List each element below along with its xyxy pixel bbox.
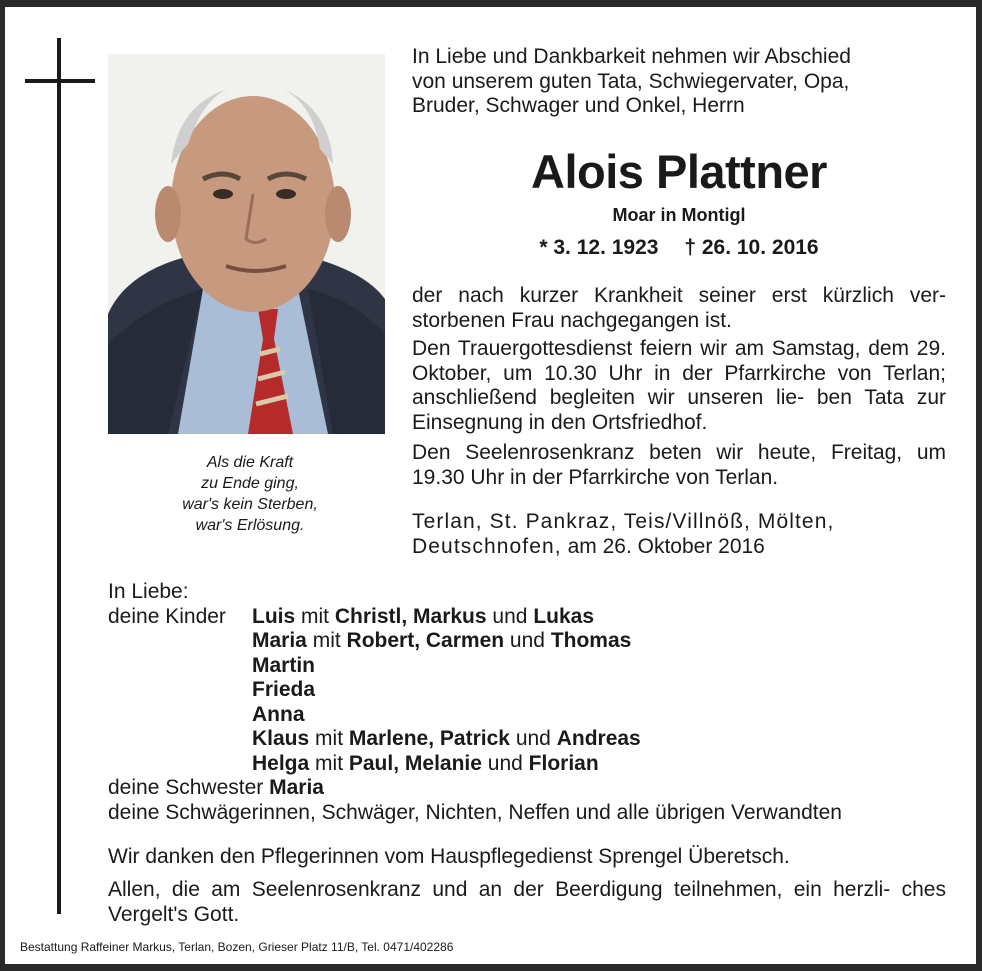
intro-line-3: Bruder, Schwager und Onkel, Herrn [412,94,745,117]
thanks-attendees: Allen, die am Seelenrosenkranz und an der Beerdigung teilnehmen, ein herzli- ches Vergelt's Gott. [108,878,946,926]
death-date: † 26. 10. 2016 [684,236,819,259]
cross-icon [57,38,61,914]
in-liebe-label: In Liebe: [108,580,189,603]
family-row: Maria mit Robert, Carmen und Thomas [252,629,632,652]
sister-row: deine Schwester Maria [108,776,324,799]
family-row: Martin [252,653,315,677]
deceased-name: Alois Plattner [531,145,827,198]
deceased-subtitle: Moar in Montigl [612,205,746,225]
intro-line-1: In Liebe und Dankbarkeit nehmen wir Abschied [412,45,851,68]
intro-line-2: von unserem guten Tata, Schwiegervater, Opa, [412,69,850,93]
family-row: Helga mit Paul, Melanie und Florian [252,751,599,775]
kinder-label: deine Kinder [108,604,226,628]
family-row: Luis mit Christl, Markus und Lukas [252,604,595,628]
cross-bar [25,79,95,83]
portrait-photo [108,54,385,434]
family-row: Frieda [252,678,316,701]
thanks-nurses: Wir danken den Pflegerinnen vom Hauspflegedienst Sprengel Überetsch. [108,845,790,868]
place-line-1: Terlan, St. Pankraz, Teis/Villnöß, Mölten, [412,510,835,533]
paragraph-funeral: Den Trauergottesdienst feiern wir am Samstag, dem 29. Oktober, um 10.30 Uhr in der Pfarrkirche von Terlan; anschließend begleiten wir unseren lie- ben Tata zur Einsegnung in den Ortsfriedhof. [412,337,946,434]
paragraph-illness: der nach kurzer Krankheit seiner erst kürzlich ver- storbenen Frau nachgegangen ist. [412,284,946,332]
family-row: Klaus mit Marlene, Patrick und Andreas [252,727,641,750]
family-row: Anna [252,702,305,726]
quote-line: zu Ende ging, [201,475,299,492]
life-dates [412,234,946,262]
quote-line: Als die Kraft [206,454,294,471]
quote-line: war's Erlösung. [195,517,305,534]
memorial-quote [155,452,345,536]
paragraph-rosary: Den Seelenrosenkranz beten wir heute, Freitag, um 19.30 Uhr in der Pfarrkirche von Terlan. [412,441,946,489]
relatives-row: deine Schwägerinnen, Schwäger, Nichten, Neffen und alle übrigen Verwandten [108,800,842,824]
quote-line: war's kein Sterben, [182,496,318,513]
place-line-2: Deutschnofen, am 26. Oktober 2016 [412,535,765,558]
funeral-home-footer: Bestattung Raffeiner Markus, Terlan, Bozen, Grieser Platz 11/B, Tel. 0471/402286 [20,940,454,954]
birth-date: * 3. 12. 1923 [539,236,659,259]
